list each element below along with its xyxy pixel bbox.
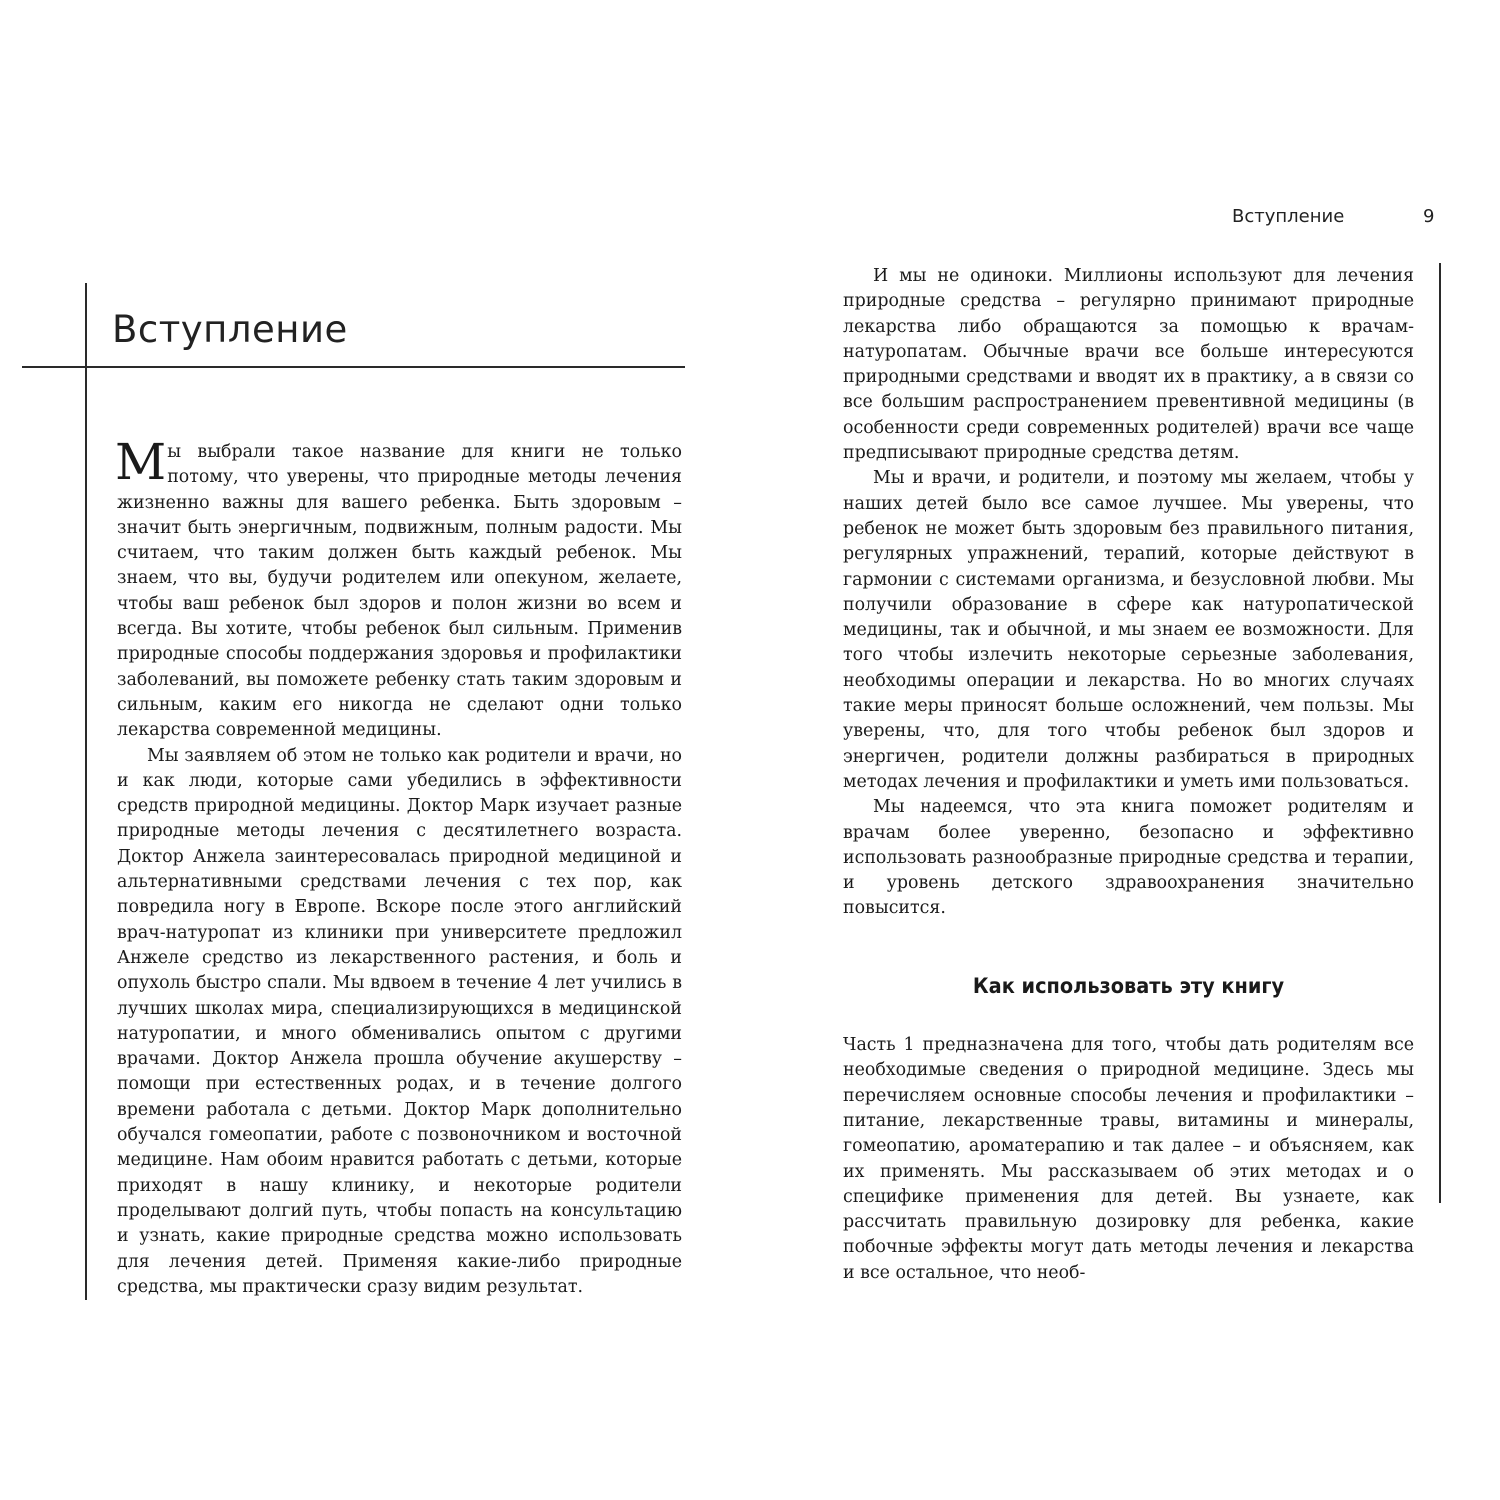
- running-head: Вступление: [1232, 206, 1345, 227]
- left-paragraph-1: [115, 433, 682, 744]
- right-paragraph-2: Мы и врачи, и родители, и поэтому мы желаем, чтобы у наших детей было все самое лучшее. Мы уверены, что ребенок не может быть здоровым без правильного питания, регулярных упражнений, терапий, которые действуют в гармонии с системами организма, и безусловной любви. Мы получили образование в сфере как натуропатической медицины, так и обычной, и мы знаем ее возможности. Для того чтобы излечить некоторые серьезные заболевания, необходимы операции и лекарства. Но во многих случаях такие меры приносят больше осложнений, чем пользы. Мы уверены, что, для того чтобы ребенок был здоров и энергичен, родители должны разбираться в природных методах лечения и профилактики и уметь ими пользоваться.: [843, 468, 1414, 792]
- right-paragraph-4: Часть 1 предназначена для того, чтобы дать родителям все необходимые сведения о природной медицине. Здесь мы перечисляем основные способы лечения и профилактики – питание, лекарственные травы, витамины и минералы, гомеопатию, ароматерапию и так далее – и объясняем, как их применять. Мы рассказываем об этих методах и о специфике применения для детей. Вы узнаете, как рассчитать правильную дозировку для ребенка, какие побочные эффекты могут дать методы лечения и лекарства и все остальное, что необ-: [843, 1035, 1414, 1283]
- right-vertical-rule: [1439, 263, 1441, 1203]
- drop-cap: М: [115, 433, 167, 491]
- page-number: 9: [1423, 206, 1435, 227]
- right-paragraph-3: Мы надеемся, что эта книга поможет родителям и врачам более уверенно, безопасно и эффективно использовать разнообразные природные средства и терапии, и уровень детского здравоохранения значительно повысится.: [843, 797, 1414, 919]
- left-text-column: [115, 433, 682, 1300]
- chapter-horizontal-rule: [22, 366, 685, 368]
- chapter-vertical-rule: [85, 283, 87, 1300]
- right-paragraph-1: И мы не одиноки. Миллионы используют для лечения природные средства – регулярно принимают природные лекарства либо обращаются за помощью к врачам-натуропатам. Обычные врачи все больше интересуются природными средствами и вводят их в практику, а в связи со все большим распространением превентивной медицины (в особенности среди современных родителей) врачи все чаще предписывают природные средства детям.: [843, 266, 1414, 464]
- section-heading: Как использовать эту книгу: [972, 973, 1285, 998]
- right-text-column: [843, 264, 1414, 1286]
- left-paragraph-2: Мы заявляем об этом не только как родители и врачи, но и как люди, которые сами убедились в эффективности средств природной медицины. Доктор Марк изучает разные природные методы лечения с десятилетнего возраста. Доктор Анжела заинтересовалась природной медициной и альтернативными средствами лечения с тех пор, как повредила ногу в Европе. Вскоре после этого английский врач-натуропат из клиники при университете предложил Анжеле средство из лекарственного растения, и боль и опухоль быстро спали. Мы вдвоем в течение 4 лет учились в лучших школах мира, специализирующихся в медицинской натуропатии, и много обменивались опытом с другими врачами. Доктор Анжела прошла обучение акушерству – помощи при естественных родах, и в течение долгого времени работала с детьми. Доктор Марк дополнительно обучался гомеопатии, работе с позвоночником и восточной медицине. Нам обоим нравится работать с детьми, которые приходят в нашу клинику, и некоторые родители проделывают долгий путь, чтобы попасть на консультацию и узнать, какие природные средства можно использовать для лечения детей. Применяя какие-либо природные средства, мы практически сразу видим результат.: [117, 745, 682, 1297]
- chapter-title: Вступление: [112, 308, 348, 351]
- left-paragraph-1-text: ы выбрали такое название для книги не только потому, что уверены, что природные методы лечения жизненно важны для вашего ребенка. Быть здоровым – значит быть энергичным, подвижным, полным радости. Мы считаем, что таким должен быть каждый ребенок. Мы знаем, что вы, будучи родителем или опекуном, желаете, чтобы ваш ребенок был здоров и полон жизни во всем и всегда. Вы хотите, чтобы ребенок был сильным. Применив природные способы поддержания здоровья и профилактики заболеваний, вы поможете ребенку стать таким здоровым и сильным, каким его никогда не сделают одни только лекарства современной медицины.: [117, 442, 682, 741]
